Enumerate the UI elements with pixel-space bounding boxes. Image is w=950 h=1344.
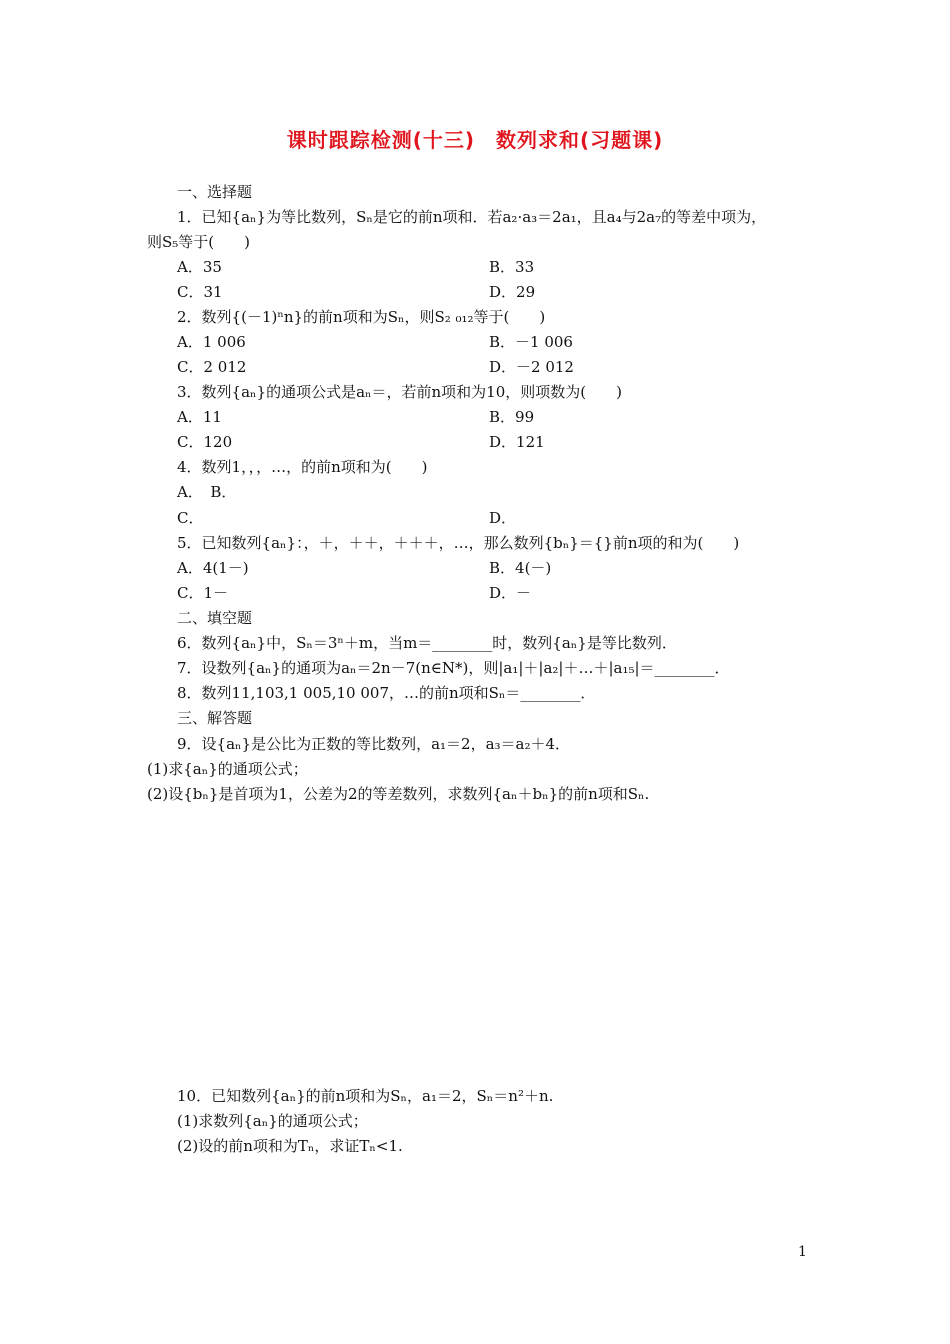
q2-option-d: D．－2 012 (489, 358, 574, 376)
question-10-stem: 10．已知数列{aₙ}的前n项和为Sₙ，a₁＝2，Sₙ＝n²＋n. (177, 1087, 554, 1105)
q3-option-c: C．120 (177, 433, 233, 451)
q5-option-b: B．4(－) (489, 559, 552, 577)
q3-option-a: A．11 (177, 408, 222, 426)
question-4-stem: 4．数列1，，，…，的前n项和为( ) (177, 458, 428, 476)
q4-option-c: C． (177, 509, 204, 527)
question-2-stem: 2．数列{(－1)ⁿn}的前n项和为Sₙ，则S₂ ₀₁₂等于( ) (177, 308, 546, 326)
q5-option-c: C．1－ (177, 584, 229, 602)
q3-option-d: D．121 (489, 433, 545, 451)
q3-option-b: B．99 (489, 408, 535, 426)
q1-option-c: C．31 (177, 283, 223, 301)
q2-option-c: C．2 012 (177, 358, 247, 376)
question-7: 7．设数列{aₙ}的通项为aₙ＝2n－7(n∈N*)，则|a₁|＋|a₂|＋…＋|a₁₅|＝________． (177, 659, 730, 677)
question-1-stem: 1．已知{aₙ}为等比数列，Sₙ是它的前n项和．若a₂·a₃＝2a₁，且a₄与2a₇的等差中项为， (177, 208, 767, 226)
page-title: 课时跟踪检测(十三) 数列求和(习题课) (286, 128, 664, 152)
question-5-stem: 5．已知数列{aₙ}：，＋，＋＋，＋＋＋，…，那么数列{bₙ}＝{}前n项的和为( ) (177, 534, 740, 552)
section-heading-solve: 三、解答题 (177, 709, 253, 727)
question-9-part-2: (2)设{bₙ}是首项为1，公差为2的等差数列，求数列{aₙ＋bₙ}的前n项和Sₙ. (147, 785, 650, 803)
q2-option-a: A．1 006 (177, 333, 246, 351)
q5-option-a: A．4(1－) (177, 559, 249, 577)
section-heading-choice: 一、选择题 (177, 183, 253, 201)
question-9-stem: 9．设{aₙ}是公比为正数的等比数列，a₁＝2，a₃＝a₂＋4． (177, 735, 571, 753)
question-1-stem-cont: 则S₅等于( ) (147, 233, 250, 251)
section-heading-fill: 二、填空题 (177, 609, 253, 627)
q1-option-a: A．35 (177, 258, 222, 276)
page-number: 1 (798, 1244, 807, 1260)
q4-option-d: D． (489, 509, 517, 527)
question-3-stem: 3．数列{aₙ}的通项公式是aₙ＝，若前n项和为10，则项数为( ) (177, 383, 622, 401)
question-10-part-1: (1)求数列{aₙ}的通项公式； (177, 1112, 368, 1130)
q2-option-b: B．－1 006 (489, 333, 573, 351)
q1-option-b: B．33 (489, 258, 535, 276)
q5-option-d: D．－ (489, 584, 532, 602)
question-6: 6．数列{aₙ}中，Sₙ＝3ⁿ＋m，当m＝________时，数列{aₙ}是等比数列． (177, 634, 677, 652)
question-9-part-1: (1)求{aₙ}的通项公式； (147, 760, 308, 778)
q4-option-ab: A． B． (177, 483, 237, 501)
q1-option-d: D．29 (489, 283, 536, 301)
question-8: 8．数列11,103,1 005,10 007，…的前n项和Sₙ＝________． (177, 684, 596, 702)
question-10-part-2: (2)设的前n项和为Tₙ，求证Tₙ<1. (177, 1137, 403, 1155)
